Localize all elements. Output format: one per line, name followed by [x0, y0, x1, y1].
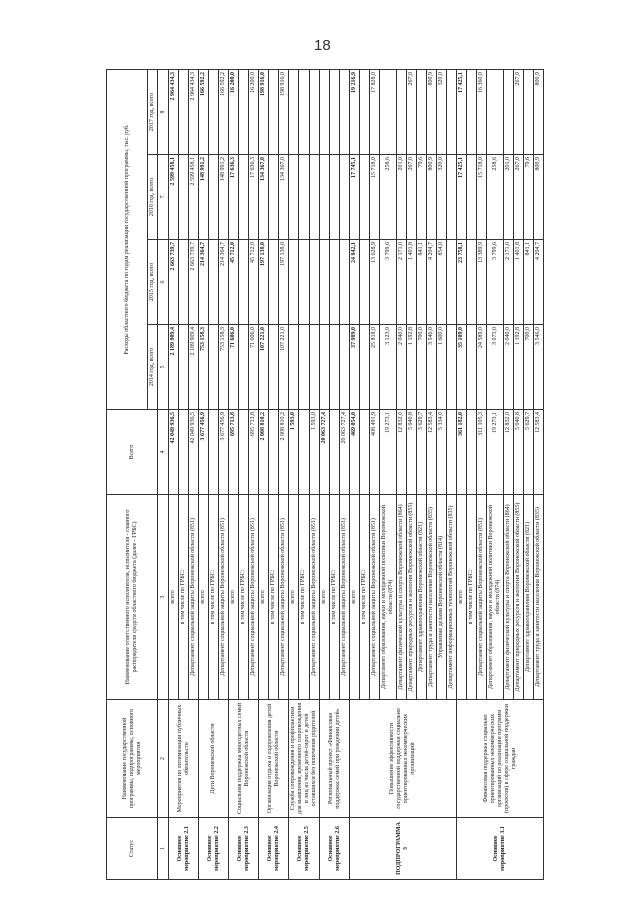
cell-executor: всего: [457, 495, 467, 700]
cell-y2016: [269, 155, 279, 240]
cell-y2016: [299, 155, 309, 240]
cell-y2014: 3 546,0: [427, 325, 437, 410]
cell-y2016: 148 991,2: [219, 155, 229, 240]
cell-status: Основное мероприятие 2.2: [199, 818, 229, 880]
cell-total: [179, 410, 189, 495]
cell-executor: в том числе по ГРБС:: [330, 495, 340, 700]
cell-y2016: 2 599 458,1: [169, 155, 179, 240]
cell-y2017: 198 916,0: [259, 70, 269, 155]
column-index-1: 1: [158, 818, 169, 880]
cell-executor: Департамент физической культуры и спорта Воронежской области (864): [504, 495, 514, 700]
cell-y2014: 753 158,3: [219, 325, 229, 410]
cell-executor: всего: [259, 495, 269, 700]
cell-executor: Департамент социальной защиты Воронежской области (851): [249, 495, 259, 700]
cell-y2016: [467, 155, 477, 240]
cell-executor: всего: [229, 495, 239, 700]
cell-executor: Департамент образования, науки и молодежной политики Воронежской области (874): [380, 495, 397, 700]
cell-y2014: 3 123,0: [380, 325, 397, 410]
cell-y2014: 107 221,0: [259, 325, 269, 410]
cell-total: 20 063 727,4: [340, 410, 350, 495]
cell-y2015: [239, 240, 249, 325]
cell-status: Основное мероприятие 2.1: [169, 818, 199, 880]
cell-total: 3 677 456,9: [199, 410, 209, 495]
cell-y2015: 24 842,1: [350, 240, 360, 325]
cell-y2014: 1 192,8: [407, 325, 417, 410]
cell-y2017: 16 200,0: [229, 70, 239, 155]
cell-total: 42 049 936,5: [189, 410, 199, 495]
cell-y2014: [289, 325, 299, 410]
cell-y2017: [504, 70, 514, 155]
cell-executor: всего: [350, 495, 360, 700]
cell-y2014: [360, 325, 370, 410]
cell-executor: Департамент труда и занятости населения Воронежской области (835): [427, 495, 437, 700]
cell-y2017: 17 425,1: [457, 70, 467, 155]
cell-y2016: 134 367,0: [279, 155, 289, 240]
cell-total: 3 677 456,9: [219, 410, 229, 495]
cell-executor: Департамент социальной защиты Воронежской области (851): [189, 495, 199, 700]
cell-executor: Департамент социальной защиты Воронежской области (851): [370, 495, 380, 700]
table-row: [199, 70, 209, 880]
cell-y2015: 197 138,0: [279, 240, 289, 325]
cell-y2015: 214 364,7: [219, 240, 229, 325]
cell-y2015: 4 204,7: [534, 240, 544, 325]
cell-y2016: 2 599 458,1: [189, 155, 199, 240]
cell-y2016: 267,0: [407, 155, 417, 240]
cell-total: [299, 410, 309, 495]
cell-y2016: 320,0: [437, 155, 447, 240]
cell-y2016: [447, 155, 457, 240]
cell-y2016: 17 745,1: [350, 155, 360, 240]
cell-y2017: 267,0: [514, 70, 524, 155]
cell-y2016: [330, 155, 340, 240]
cell-total: 19 273,1: [380, 410, 397, 495]
cell-y2014: 37 989,0: [350, 325, 360, 410]
cell-y2016: 79,6: [524, 155, 534, 240]
cell-executor: всего: [169, 495, 179, 700]
cell-total: [209, 410, 219, 495]
cell-status: Основное мероприятие 2.4: [259, 818, 289, 880]
cell-y2015: [309, 240, 319, 325]
cell-y2014: [179, 325, 189, 410]
column-index-3: 3: [158, 495, 169, 700]
cell-y2016: 15 718,0: [370, 155, 380, 240]
cell-name: Мероприятия по оптимизации публичных обязательств: [169, 700, 199, 818]
cell-y2015: 1 401,8: [514, 240, 524, 325]
cell-status: Основное мероприятие 2.5: [289, 818, 320, 880]
cell-total: 311 105,3: [477, 410, 487, 495]
cell-total: 12 583,4: [427, 410, 437, 495]
cell-y2015: [179, 240, 189, 325]
cell-y2016: 134 367,0: [259, 155, 269, 240]
cell-y2017: [239, 70, 249, 155]
header-status: Статус: [107, 818, 158, 880]
column-index-8: 8: [158, 70, 169, 155]
cell-status: Основное мероприятие 3.1: [457, 818, 544, 880]
cell-y2014: [340, 325, 350, 410]
cell-y2015: 2 171,0: [504, 240, 514, 325]
header-2015: 2015 год, всего: [148, 240, 158, 325]
cell-y2014: 71 606,0: [249, 325, 259, 410]
column-index-5: 5: [158, 325, 169, 410]
cell-executor: Департамент социальной защиты Воронежской области (851): [340, 495, 350, 700]
cell-y2014: [320, 325, 330, 410]
cell-y2015: [340, 240, 350, 325]
cell-executor: в том числе по ГРБС:: [467, 495, 477, 700]
cell-total: 695 713,8: [249, 410, 259, 495]
cell-executor: в том числе по ГРБС:: [239, 495, 249, 700]
cell-executor: Департамент природных ресурсов и экологии Воронежской области (855): [407, 495, 417, 700]
cell-y2017: [320, 70, 330, 155]
cell-executor: Департамент здравоохранения Воронежской области (821): [417, 495, 427, 700]
header-2017: 2017 год, всего: [148, 70, 158, 155]
cell-y2014: 35 109,0: [457, 325, 467, 410]
cell-y2017: [360, 70, 370, 155]
cell-y2017: 800,9: [534, 70, 544, 155]
cell-y2016: [360, 155, 370, 240]
cell-y2016: [209, 155, 219, 240]
table-row: [350, 70, 360, 880]
cell-y2014: [239, 325, 249, 410]
cell-y2017: [487, 70, 504, 155]
cell-y2015: 197 138,0: [259, 240, 269, 325]
cell-y2016: [239, 155, 249, 240]
cell-total: [269, 410, 279, 495]
cell-y2017: 166 592,2: [219, 70, 229, 155]
cell-executor: Департамент труда и занятости населения Воронежской области (835): [534, 495, 544, 700]
cell-total: 1 593,0: [309, 410, 319, 495]
cell-y2017: [330, 70, 340, 155]
cell-status: ПОДПРОГРАММА 3: [350, 818, 457, 880]
column-index-7: 7: [158, 155, 169, 240]
cell-total: 19 273,1: [487, 410, 504, 495]
cell-y2014: 1 600,0: [437, 325, 447, 410]
table-row: [259, 70, 269, 880]
cell-total: 1 593,0: [289, 410, 299, 495]
cell-executor: Департамент здравоохранения Воронежской области (821): [524, 495, 534, 700]
cell-executor: Департамент информационных технологий Воронежской области (835): [447, 495, 457, 700]
cell-executor: в том числе по ГРБС:: [179, 495, 189, 700]
cell-y2015: 23 758,1: [457, 240, 467, 325]
cell-y2015: 13 628,9: [370, 240, 380, 325]
cell-y2014: [447, 325, 457, 410]
cell-y2017: 198 916,0: [279, 70, 289, 155]
cell-y2016: 258,6: [487, 155, 504, 240]
cell-y2017: [289, 70, 299, 155]
cell-y2017: [209, 70, 219, 155]
cell-executor: Департамент природных ресурсов и экологии Воронежской области (855): [514, 495, 524, 700]
cell-y2017: [299, 70, 309, 155]
cell-y2017: [397, 70, 407, 155]
cell-y2015: 3 799,6: [487, 240, 504, 325]
cell-total: 2 008 810,2: [279, 410, 289, 495]
cell-status: Основное мероприятие 2.3: [229, 818, 259, 880]
cell-y2014: 700,0: [417, 325, 427, 410]
cell-y2014: 700,0: [524, 325, 534, 410]
cell-y2015: 3 799,6: [380, 240, 397, 325]
column-index-4: 4: [158, 410, 169, 495]
cell-y2017: 320,0: [437, 70, 447, 155]
cell-y2015: 45 712,0: [249, 240, 259, 325]
cell-executor: всего: [320, 495, 330, 700]
cell-y2014: 2 189 909,4: [189, 325, 199, 410]
cell-y2017: 166 592,2: [199, 70, 209, 155]
cell-executor: Управление делами Воронежской области (814): [437, 495, 447, 700]
cell-y2014: 107 221,0: [279, 325, 289, 410]
cell-y2015: [209, 240, 219, 325]
cell-executor: Департамент социальной защиты Воронежской области (851): [219, 495, 229, 700]
header-budget-group: Расходы областного бюджета по годам реализации государственной программы, тыс. руб.: [107, 70, 148, 410]
cell-y2017: 16 360,0: [477, 70, 487, 155]
cell-name: Социальная поддержка многодетных семей Воронежской области: [229, 700, 259, 818]
cell-y2015: 841,1: [524, 240, 534, 325]
cell-total: 5 629,7: [524, 410, 534, 495]
cell-y2017: 19 216,9: [350, 70, 360, 155]
cell-executor: в том числе по ГРБС:: [299, 495, 309, 700]
cell-y2017: [179, 70, 189, 155]
table-row: [229, 70, 239, 880]
header-2016: 2016 год, всего: [148, 155, 158, 240]
header-executor: Наименование ответственного исполнителя, исполнителя - главного распорядителя средств областного бюджета (далее - ГРБС): [107, 495, 158, 700]
cell-y2015: 4 204,7: [427, 240, 437, 325]
cell-y2014: 2 189 909,4: [169, 325, 179, 410]
cell-y2017: 267,0: [407, 70, 417, 155]
cell-y2017: [467, 70, 477, 155]
cell-total: 42 049 936,5: [169, 410, 179, 495]
cell-total: [330, 410, 340, 495]
cell-executor: Департамент физической культуры и спорта Воронежской области (864): [397, 495, 407, 700]
cell-y2016: 79,6: [417, 155, 427, 240]
table-row: [320, 70, 330, 880]
cell-y2017: [417, 70, 427, 155]
cell-executor: Департамент социальной защиты Воронежской области (851): [477, 495, 487, 700]
cell-y2015: [289, 240, 299, 325]
cell-y2014: [299, 325, 309, 410]
column-index-6: 6: [158, 240, 169, 325]
cell-y2015: [269, 240, 279, 325]
rotated-page-area: [106, 70, 541, 880]
cell-y2017: [447, 70, 457, 155]
cell-y2017: [269, 70, 279, 155]
cell-total: 408 491,9: [370, 410, 380, 495]
cell-total: 5 334,0: [437, 410, 447, 495]
cell-total: 469 054,0: [350, 410, 360, 495]
cell-y2014: [330, 325, 340, 410]
cell-y2015: 45 712,0: [229, 240, 239, 325]
cell-y2015: [360, 240, 370, 325]
page-number: 18: [314, 37, 331, 54]
cell-y2014: [309, 325, 319, 410]
cell-y2017: [309, 70, 319, 155]
cell-y2017: 17 828,0: [370, 70, 380, 155]
cell-y2017: [340, 70, 350, 155]
cell-y2016: 17 425,1: [457, 155, 467, 240]
cell-y2016: 17 636,3: [249, 155, 259, 240]
cell-y2015: [330, 240, 340, 325]
header-2014: 2014 год, всего: [148, 325, 158, 410]
cell-status: Основное мероприятие 2.6: [320, 818, 350, 880]
cell-y2014: 1 192,8: [514, 325, 524, 410]
cell-name: Повышение эффективности государственной поддержки социально ориентированных некоммерческих организаций: [350, 700, 457, 818]
cell-name: Организация отдыха и оздоровления детей Воронежской области: [259, 700, 289, 818]
cell-name: Служба сопровождения и профилактики для выявления, временного сопровождения и лиц из числа детей-сирот и детей оставшихся без попечения родителей: [289, 700, 320, 818]
cell-total: 12 832,0: [504, 410, 514, 495]
table-row: [457, 70, 467, 880]
cell-y2017: [524, 70, 534, 155]
cell-y2015: 2 663 739,7: [189, 240, 199, 325]
cell-y2016: 15 718,0: [477, 155, 487, 240]
cell-y2016: 258,6: [380, 155, 397, 240]
cell-executor: в том числе по ГРБС:: [360, 495, 370, 700]
cell-total: 5 629,7: [417, 410, 427, 495]
cell-y2014: [269, 325, 279, 410]
column-index-2: 2: [158, 700, 169, 818]
cell-y2015: [467, 240, 477, 325]
cell-total: [447, 410, 457, 495]
table-row: [289, 70, 299, 880]
cell-y2016: 201,0: [504, 155, 514, 240]
cell-total: 20 063 727,4: [320, 410, 330, 495]
cell-total: [239, 410, 249, 495]
cell-y2016: 17 636,3: [229, 155, 239, 240]
cell-y2014: [467, 325, 477, 410]
header-name: Наименование государственной программы, подпрограммы, основного мероприятия: [107, 700, 158, 818]
cell-executor: в том числе по ГРБС:: [269, 495, 279, 700]
cell-y2016: [289, 155, 299, 240]
cell-y2017: 2 964 434,3: [169, 70, 179, 155]
cell-y2015: 13 389,9: [477, 240, 487, 325]
cell-total: 5 040,8: [514, 410, 524, 495]
cell-y2015: 841,1: [417, 240, 427, 325]
cell-total: 12 832,0: [397, 410, 407, 495]
cell-y2014: 71 606,0: [229, 325, 239, 410]
cell-y2014: 3 073,0: [487, 325, 504, 410]
cell-y2016: [320, 155, 330, 240]
cell-y2015: 1 401,8: [407, 240, 417, 325]
cell-y2015: [320, 240, 330, 325]
table-row: [169, 70, 179, 880]
cell-y2016: 800,9: [427, 155, 437, 240]
cell-y2014: [209, 325, 219, 410]
cell-name: Региональный проект «Финансовая поддержка семей при рождении детей»: [320, 700, 350, 818]
cell-executor: Департамент образования, науки и молодежной политики Воронежской области (874): [487, 495, 504, 700]
cell-y2016: 267,0: [514, 155, 524, 240]
cell-y2016: [340, 155, 350, 240]
cell-y2014: 25 818,0: [370, 325, 380, 410]
cell-y2017: 2 964 434,3: [189, 70, 199, 155]
cell-y2016: [309, 155, 319, 240]
cell-y2015: 854,0: [437, 240, 447, 325]
cell-total: 5 040,8: [407, 410, 417, 495]
cell-y2016: 800,9: [534, 155, 544, 240]
cell-name: Финансовая поддержка социально ориентированных некоммерческих организаций по реализации программ (проектов) в сфере социальной поддержки граждан: [457, 700, 544, 818]
cell-executor: всего: [289, 495, 299, 700]
cell-total: [467, 410, 477, 495]
cell-y2015: [447, 240, 457, 325]
cell-name: Дети Воронежской области: [199, 700, 229, 818]
cell-executor: в том числе по ГРБС:: [209, 495, 219, 700]
cell-y2014: 2 040,0: [504, 325, 514, 410]
cell-y2016: 148 991,2: [199, 155, 209, 240]
cell-y2016: 201,0: [397, 155, 407, 240]
cell-y2017: 800,9: [427, 70, 437, 155]
cell-y2014: 753 158,3: [199, 325, 209, 410]
cell-total: 361 182,0: [457, 410, 467, 495]
cell-executor: всего: [199, 495, 209, 700]
cell-y2015: [299, 240, 309, 325]
rotated-table-container: [106, 70, 541, 880]
cell-y2017: 16 200,0: [249, 70, 259, 155]
cell-total: 2 008 810,2: [259, 410, 269, 495]
cell-y2015: 2 171,0: [397, 240, 407, 325]
cell-y2015: 214 364,7: [199, 240, 209, 325]
cell-executor: Департамент социальной защиты Воронежской области (851): [279, 495, 289, 700]
cell-total: [360, 410, 370, 495]
cell-y2015: 2 663 739,7: [169, 240, 179, 325]
cell-y2017: [380, 70, 397, 155]
budget-table: [106, 69, 544, 880]
cell-y2014: 2 040,0: [397, 325, 407, 410]
cell-total: 695 713,8: [229, 410, 239, 495]
cell-y2016: [179, 155, 189, 240]
cell-y2014: 24 589,0: [477, 325, 487, 410]
cell-y2014: 3 546,0: [534, 325, 544, 410]
cell-total: 12 583,4: [534, 410, 544, 495]
header-total: Всего: [107, 410, 158, 495]
cell-executor: Департамент социальной защиты Воронежской области (851): [309, 495, 319, 700]
